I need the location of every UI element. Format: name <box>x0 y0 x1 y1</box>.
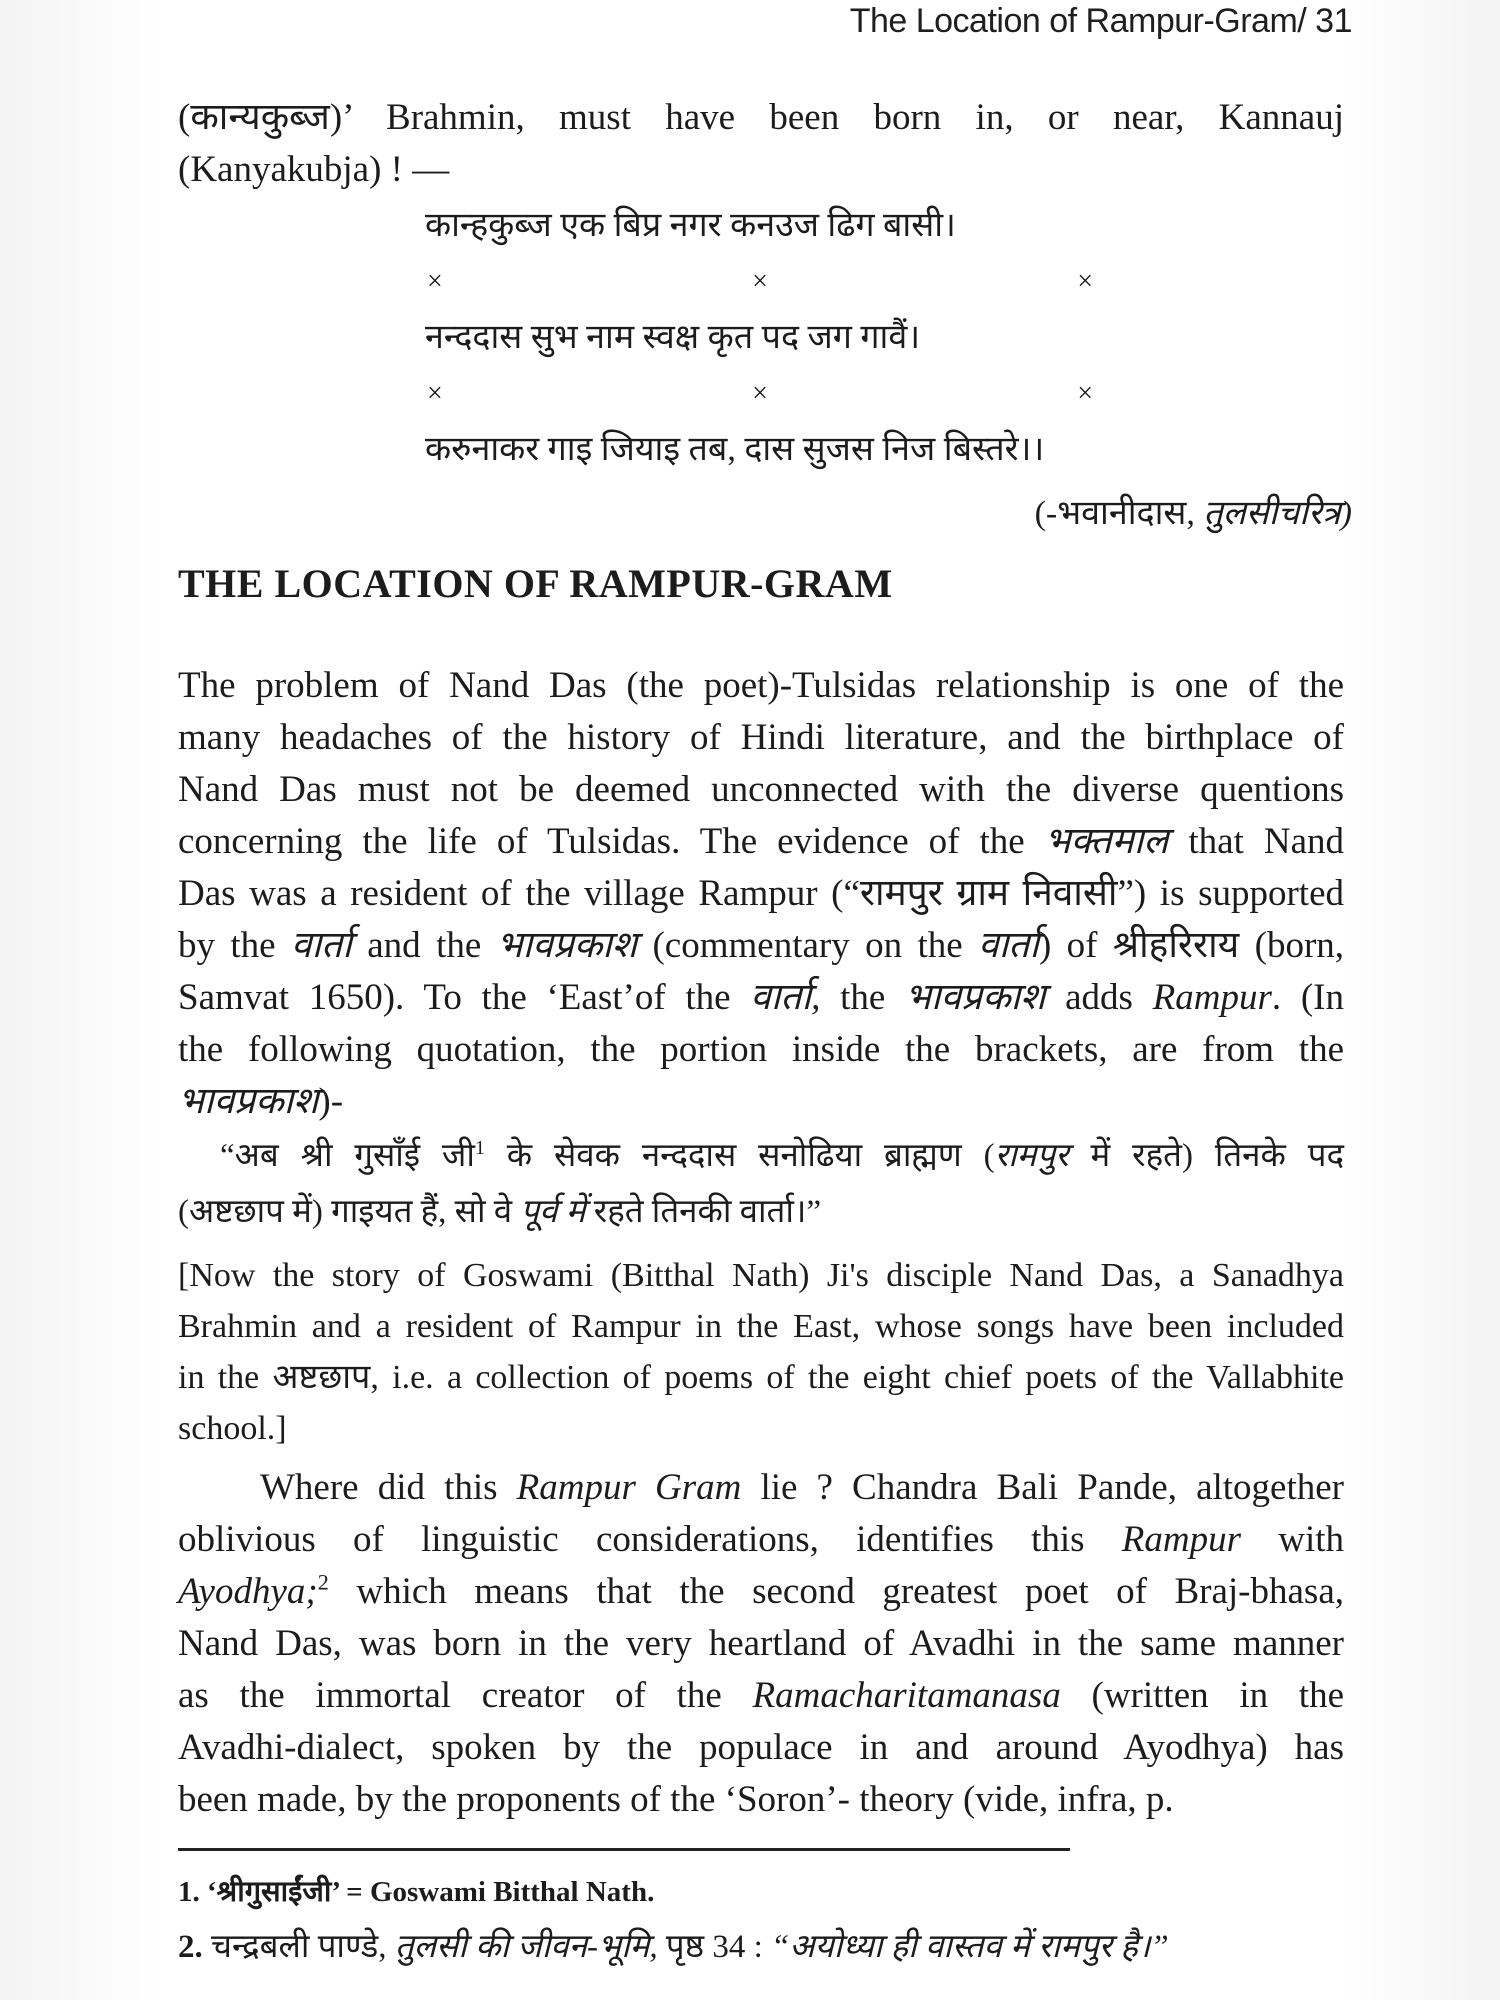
emphasis: Rampur Gram <box>516 1467 742 1508</box>
emphasis: तुलसी की जीवन-भूमि, <box>394 1929 658 1965</box>
text-line <box>178 1566 1344 1618</box>
text-line: Brahmin and a resident of Rampur in the East, whose songs have been included <box>178 1308 1344 1345</box>
text-line <box>178 1670 1344 1722</box>
text-run: which means that the second greatest poet of Braj-bhasa, <box>328 1571 1344 1612</box>
emphasis: Ramacharitamanasa <box>752 1675 1061 1716</box>
text-run: Samvat 1650). To the ‘East’of the <box>178 977 751 1018</box>
text-run: lie ? Chandra Bali Pande, altogether <box>741 1467 1344 1508</box>
separator-mark: × <box>752 378 768 409</box>
text-run: “अब श्री गुसाँई जी <box>220 1138 475 1174</box>
section-heading: THE LOCATION OF RAMPUR-GRAM <box>178 561 893 606</box>
text-run: with <box>1241 1519 1345 1560</box>
text-run: the <box>820 977 905 1018</box>
verse-line: करुनाकर गाइ जियाइ तब, दास सुजस निज बिस्तरे।। <box>425 431 1045 468</box>
text-line: [Now the story of Goswami (Bitthal Nath) Ji's disciple Nand Das, a Sanadhya <box>178 1257 1344 1294</box>
text-run: oblivious of linguistic considerations, identifies this <box>178 1519 1122 1560</box>
text-line <box>178 1184 1344 1240</box>
emphasis: Ayodhya; <box>178 1571 318 1612</box>
text-line: school.] <box>178 1410 287 1447</box>
hindi-term: भक्तमाल <box>1044 821 1169 862</box>
paragraph-1 <box>178 660 1344 1128</box>
attribution-author: (-भवानीदास, <box>1034 495 1204 532</box>
text-run: that Nand <box>1168 821 1344 862</box>
text-run: (written in the <box>1060 1675 1344 1716</box>
text-line <box>178 1128 1344 1184</box>
footnote-ref: 1 <box>474 1137 485 1159</box>
text-line <box>178 1076 1344 1128</box>
footnote-number: 2. <box>178 1929 203 1965</box>
footnote-number: 1. <box>178 1876 200 1908</box>
emphasis: “अयोध्या ही वास्तव में रामपुर है।” <box>771 1929 1169 1965</box>
text-run: adds <box>1045 977 1153 1018</box>
text-run: ‘श्रीगुसाईंजी’ <box>207 1876 340 1908</box>
separator-mark: × <box>752 266 768 297</box>
text-run: ) of श्रीहरिराय (born, <box>1038 925 1345 966</box>
text-run: by the <box>178 925 292 966</box>
text-run: and the <box>351 925 497 966</box>
text-line: been made, by the proponents of the ‘Soron’- theory (vide, infra, p. <box>178 1779 1174 1820</box>
text-run: = <box>340 1876 370 1908</box>
paragraph-2 <box>178 1462 1344 1826</box>
verse-line: कान्हकुब्ज एक बिप्र नगर कनउज ढिग बासी। <box>425 207 956 244</box>
text-line <box>178 816 1344 868</box>
text-run: Where did this <box>260 1467 517 1508</box>
text-line: (Kanyakubja) ! — <box>178 149 450 190</box>
text-run: )- <box>318 1081 344 1122</box>
translation-paragraph <box>178 1250 1344 1454</box>
separator-mark: × <box>427 378 443 409</box>
emphasis: रामपुर <box>994 1138 1069 1174</box>
footnote-2 <box>178 1918 1344 1976</box>
hindi-term: भावप्रकाश <box>496 925 638 966</box>
text-line: in the अष्टछाप, i.e. a collection of poems of the eight chief poets of the Vallabhite <box>178 1359 1344 1396</box>
text-run: पृष्ठ 34 : <box>657 1929 772 1965</box>
text-line <box>178 972 1344 1024</box>
footnotes <box>178 1866 1344 1976</box>
text-run: (अष्टछाप में) गाइयत हैं, सो वे <box>178 1194 521 1230</box>
verse-attribution <box>1035 488 1352 534</box>
text-run: . (In <box>1271 977 1344 1018</box>
separator-mark: × <box>427 266 443 297</box>
emphasis: Rampur <box>1121 1519 1241 1560</box>
ellipsis-markers <box>425 366 1093 422</box>
page-edge-shade-right <box>1340 0 1500 2000</box>
text-line: Avadhi-dialect, spoken by the populace in and around Ayodhya) has <box>178 1727 1344 1768</box>
hindi-term: वार्ता <box>978 925 1039 966</box>
text-line: the following quotation, the portion inside the brackets, are from the <box>178 1029 1344 1070</box>
hindi-term: भावप्रकाश <box>178 1081 319 1122</box>
verse-quotation <box>425 198 1105 478</box>
text-run: as the immortal creator of the <box>178 1675 753 1716</box>
verse-line: नन्ददास सुभ नाम स्वक्ष कृत पद जग गावैं। <box>425 319 921 356</box>
text-line: (कान्यकुब्ज)’ Brahmin, must have been born in, or near, Kannauj <box>178 97 1344 138</box>
text-line <box>178 1514 1344 1566</box>
text-line: Nand Das must not be deemed unconnected with the diverse quentions <box>178 769 1344 810</box>
text-run: Goswami Bitthal Nath. <box>369 1876 655 1908</box>
text-line <box>178 1462 1344 1514</box>
emphasis: पूर्व में <box>520 1194 586 1230</box>
ellipsis-markers <box>425 254 1093 310</box>
hindi-term: भावप्रकाश <box>905 977 1046 1018</box>
intro-paragraph <box>178 92 1344 196</box>
attribution-work: तुलसीचरित्र) <box>1203 495 1352 532</box>
page-edge-shade-left <box>0 0 160 2000</box>
text-line <box>178 920 1344 972</box>
text-line: Nand Das, was born in the very heartland of Avadhi in the same manner <box>178 1623 1344 1664</box>
footnote-divider <box>178 1848 1070 1851</box>
text-run: में रहते) तिनके पद <box>1068 1138 1344 1174</box>
emphasis: Rampur <box>1152 977 1272 1018</box>
text-run: concerning the life of Tulsidas. The evidence of the <box>178 821 1045 862</box>
separator-mark: × <box>1077 266 1093 297</box>
text-run: रहते तिनकी वार्ता।” <box>585 1194 822 1230</box>
hindi-term: वार्ता <box>291 925 352 966</box>
text-line: Das was a resident of the village Rampur (“रामपुर ग्राम निवासी”) is supported <box>178 873 1344 914</box>
separator-mark: × <box>1077 378 1093 409</box>
hindi-term: वार्ता, <box>750 977 821 1018</box>
footnote-ref: 2 <box>317 1569 329 1595</box>
text-run: (commentary on the <box>637 925 979 966</box>
text-line: many headaches of the history of Hindi literature, and the birthplace of <box>178 717 1344 758</box>
running-head: The Location of Rampur-Gram/ 31 <box>849 2 1352 40</box>
text-run: के सेवक नन्ददास सनोढिया ब्राह्मण ( <box>484 1138 995 1174</box>
text-line: The problem of Nand Das (the poet)-Tulsidas relationship is one of the <box>178 665 1344 706</box>
text-run: चन्द्रबली पाण्डे, <box>202 1929 395 1965</box>
hindi-quotation <box>178 1128 1344 1240</box>
footnote-1 <box>178 1866 1344 1918</box>
